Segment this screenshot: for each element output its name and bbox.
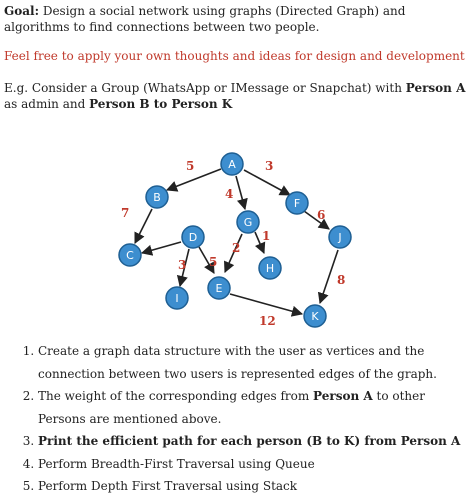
task-5: 5. Perform Depth First Traversal using Stack — [38, 475, 468, 498]
node-k — [304, 305, 326, 327]
weight-f-j: 6 — [317, 208, 326, 222]
weight-g-e: 2 — [232, 241, 241, 255]
svg-text:A: A — [228, 158, 236, 171]
feel-free-note: Feel free to apply your own thoughts and ideas for design and development — [4, 49, 465, 63]
goal-paragraph — [4, 3, 470, 35]
svg-text:F: F — [293, 197, 301, 210]
weight-j-k: 8 — [337, 273, 346, 287]
weight-d-e: 5 — [209, 255, 218, 269]
weight-d-i: 3 — [178, 258, 187, 272]
example-pre: E.g. Consider a Group (WhatsApp or IMessage or Snapchat) with — [4, 81, 406, 95]
example-paragraph — [4, 80, 470, 112]
weight-a-g: 4 — [225, 187, 234, 201]
weight-g-h: 1 — [262, 229, 271, 243]
graph-diagram — [0, 148, 474, 338]
example-admin: Person A — [405, 81, 466, 95]
node-a — [221, 153, 243, 175]
goal-text: Design a social network using graphs (Directed Graph) and algorithms to find connections between two people. — [4, 4, 406, 34]
node-e — [208, 277, 230, 299]
task-1: 1. Create a graph data structure with the user as vertices and the connection between two users is represented edges of the graph. — [38, 340, 468, 385]
node-j — [329, 226, 351, 248]
node-i — [166, 287, 188, 309]
weight-e-k: 12 — [259, 314, 276, 328]
svg-text:H: H — [265, 262, 275, 275]
node-d — [182, 226, 204, 248]
example-range: Person B to Person K — [89, 97, 233, 111]
node-h — [259, 257, 281, 279]
task-list — [14, 340, 468, 498]
svg-text:K: K — [311, 310, 319, 323]
node-f — [286, 192, 308, 214]
svg-text:D: D — [188, 231, 198, 244]
task-2: 2. The weight of the corresponding edges from Person A to other Persons are mentioned above. — [38, 385, 468, 430]
node-c — [119, 244, 141, 266]
weight-b-c: 7 — [121, 206, 130, 220]
task-3: 3. Print the efficient path for each person (B to K) from Person A — [38, 430, 468, 453]
svg-text:G: G — [243, 216, 253, 229]
goal-label: Goal: — [4, 4, 40, 18]
edge-d-c — [142, 242, 181, 253]
edge-a-g — [236, 176, 245, 209]
svg-text:J: J — [338, 231, 342, 244]
svg-text:C: C — [126, 249, 134, 262]
node-b — [146, 186, 168, 208]
weight-a-f: 3 — [265, 159, 274, 173]
edge-b-c — [135, 209, 152, 243]
svg-text:I: I — [175, 292, 179, 305]
node-g — [237, 211, 259, 233]
edge-a-f — [244, 170, 290, 195]
edge-e-k — [230, 294, 302, 314]
svg-text:E: E — [215, 282, 223, 295]
edge-j-k — [320, 250, 338, 303]
task-4: 4. Perform Breadth-First Traversal using Queue — [38, 453, 468, 476]
svg-text:B: B — [153, 191, 161, 204]
example-mid: as admin and — [4, 97, 90, 111]
weight-a-b: 5 — [186, 159, 195, 173]
